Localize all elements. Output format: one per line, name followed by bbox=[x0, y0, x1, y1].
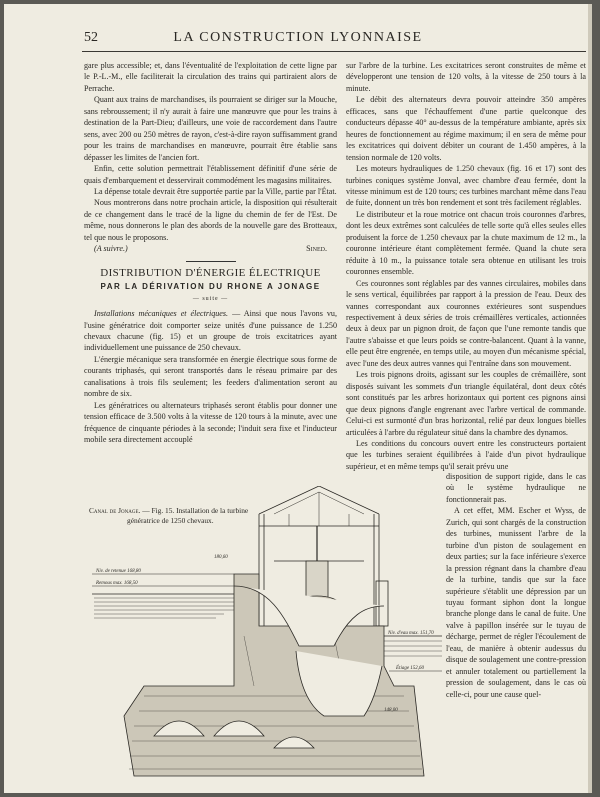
label-etiage: Étiage 152,60 bbox=[396, 666, 425, 671]
paragraph: L'énergie mécanique sera transformée en énergie électrique sous forme de courants triphasés, qui seront transportés dans le réseau primaire par des canalisations à trois fils seulement; les feeders d'alimentation seront au nombre de six. bbox=[84, 354, 337, 399]
paragraph: Les conditions du concours ouvert entre les constructeurs portaient que les turbines seraient équilibrées à l'aide d'un pivot hydraulique supérieur, et en même temps qu'il serait prévu une bbox=[346, 438, 586, 471]
paragraph-text: — Ainsi que nous l'avons vu, l'usine génératrice doit comporter seize unités d'une puissance de 1.250 chevaux chacune (fig. 15) et un groupe de trois excitatrices ayant individuellement une puissance de 250 chevaux. bbox=[84, 309, 337, 353]
paragraph: Nous montrerons dans notre prochain article, la disposition qui résulterait de ce changement dans le tracé de la ligne du chemin de fer de l'Est. De même, nous donnerons le plan des abords de la nouvelle gare des Brotteaux, tel que nous le proposons. bbox=[84, 198, 337, 242]
label-bottom-level: 148,00 bbox=[384, 708, 398, 713]
label-remous: Remous max. 168,50 bbox=[96, 581, 138, 586]
paragraph: gare plus accessible; et, dans l'éventualité de l'exploitation de cette ligne par le P.-L.-M., elle faciliterait la circulation des trains qui partiraient alors de Perrache. bbox=[84, 61, 337, 93]
paragraph: Enfin, cette solution permettrait l'établissement définitif d'une série de quais d'embarquement et desservirait commodément les magasins militaires. bbox=[84, 164, 337, 185]
page-edge bbox=[588, 4, 592, 793]
paragraph: La dépense totale devrait être supportée partie par la Ville, partie par l'État. bbox=[94, 186, 337, 196]
paragraph: A cet effet, MM. Escher et Wyss, de Zurich, qui sont chargés de la construction des turbines, munissent l'arbre de la turbine d'un piston de soulagement en deux parties; sur la face inférieure s'exerce la pression régnant dans la chambre d'eau de la turbine, tandis que sur la face supérieure s'établit une dépression par un tuyau formant siphon dont la longue branche plonge dans le canal de fuite. Une valve à papillon insérée sur le tuyau de décharge, permet de régler l'écoulement de l'eau, de manière à obtenir audessus du disque de soulagement une contre-pression et annuler totalement ou partiellement la pression de soulagement, dans le cas où celle-ci, pour une cause quel- bbox=[446, 506, 586, 699]
page-number: 52 bbox=[84, 30, 98, 45]
caption-label: Canal de Jonage. bbox=[89, 506, 141, 515]
paragraph: Le distributeur et la roue motrice ont chacun trois couronnes d'arbres, dont les deux extrêmes sont calculées de telle sorte qu'à elles seules elles produisent la force de 1.250 chevaux par la chute maximum de 12 m., la couronne intérieure étant complètement fermée. Quand la chute sera réduite à 10 m., la puissance totale sera obtenue en utilisant les trois couronnes ensemble. bbox=[346, 209, 586, 277]
paragraph bbox=[84, 308, 337, 354]
running-title: LA CONSTRUCTION LYONNAISE bbox=[173, 30, 423, 45]
paragraph: Les génératrices ou alternateurs triphasés seront établis pour donner une tension efficace de 3.500 volts à la vitesse de 120 tours à la minute, avec une fréquence de cinquante périodes à la seconde; l'induit sera fixe et l'inducteur mobile sera directement accouplé bbox=[84, 400, 337, 445]
sub-heading: Installations mécaniques et électriques. bbox=[94, 309, 229, 319]
label-fuite: Niv. d'eau max. 151,70 bbox=[388, 631, 434, 636]
suite-label: — suite — bbox=[192, 295, 229, 302]
caption-line2: génératrice de 1250 chevaux. bbox=[127, 516, 214, 525]
paragraph: sur l'arbre de la turbine. Les excitatrices seront construites de même et développeront une tension de 120 volts, à la vitesse de 250 tours à la minute. bbox=[346, 61, 586, 93]
paragraph: Le débit des alternateurs devra pouvoir atteindre 350 ampères efficaces, sans que l'échauffement d'une partie quelconque des conducteurs dépasse 40° au-dessus de la température ambiante, après six heures de fonctionnement au régime maximum; il en sera de même pour les excitatrices qui doivent débiter un courant de 1.450 ampères, à la tension normale de 120 volts. bbox=[346, 95, 586, 162]
paragraph: Les moteurs hydrauliques de 1.250 chevaux (fig. 16 et 17) sont des turbines coniques système Jonval, avec chambre d'eau fermée, dont la vitesse minimum est de 120 tours; ces turbines marchant même dans l'eau de fuite, donnent un très bon rendement et sont très facilement réglables. bbox=[346, 164, 586, 208]
left-column bbox=[84, 60, 337, 446]
paragraph: Les trois pignons droits, agissant sur les couples de crémaillère, sont disposés suivant les sommets d'un triangle équilatéral, dont deux côtés sont constitués par les arbres horizontaux qui portent ces pignons ainsi que deux pignons d'angle engrenant avec l'arbre vertical de commande. Celui-ci est surmonté d'un bras horizontal, relié par deux longues bielles articulées à l'arbre du régulateur situé dans la chambre des dynamos. bbox=[346, 370, 586, 437]
paragraph: Quant aux trains de marchandises, ils pourraient se diriger sur la Mouche, sans rebroussement; il n'y aurait à faire une manœuvre que pour les trains à destination de la Part-Dieu; d'ailleurs, une voie de raccordement dans l'autre sens, avec 200 ou 250 mètres de rayon, c'est-à-dire rayon suffisamment grand pour les trains de marchandises en manœuvre, pourrait être établie sans dépasser les limites de l'ancien fort. bbox=[84, 95, 337, 162]
paragraph: disposition de support rigide, dans le cas où le système hydraulique ne fonctionnerait pas. bbox=[446, 472, 586, 504]
signature-line bbox=[84, 243, 337, 254]
article-title: DISTRIBUTION D'ÉNERGIE ÉLECTRIQUE bbox=[100, 266, 321, 279]
wrapped-text bbox=[446, 471, 586, 700]
label-retenue: Niv. de retenue 168,80 bbox=[96, 569, 141, 574]
article-subtitle: PAR LA DÉRIVATION DU RHONE A JONAGE bbox=[100, 282, 321, 292]
label-top-level: 180,60 bbox=[214, 555, 228, 560]
a-suivre: (A suivre.) bbox=[94, 244, 128, 254]
right-column bbox=[346, 60, 586, 472]
page bbox=[4, 4, 592, 793]
section-separator bbox=[186, 261, 236, 262]
turbine-section-drawing bbox=[84, 486, 444, 778]
signature: Sined. bbox=[306, 244, 327, 254]
paragraph: Ces couronnes sont réglables par des vannes circulaires, mobiles dans le sens vertical, équilibrées par rapport à la pression de l'eau. Deux des vannes correspondant aux couronnes extérieures sont suspendues respectivement à deux séries de trois crémaillères verticales, actionnées deux à deux par un pignon droit, de façon que l'une remonte tandis que l'autre s'abaisse et que leurs poids se contre-balancent. Quant à la vanne, elle peut être engrenée, en temps utile, au moyen d'un mécanisme spécial, avec l'une des deux autres vannes qui l'entraîne dans son mouvement. bbox=[346, 278, 586, 368]
caption-text: — Fig. 15. Installation de la turbine bbox=[140, 506, 249, 515]
header-rule bbox=[82, 51, 586, 52]
